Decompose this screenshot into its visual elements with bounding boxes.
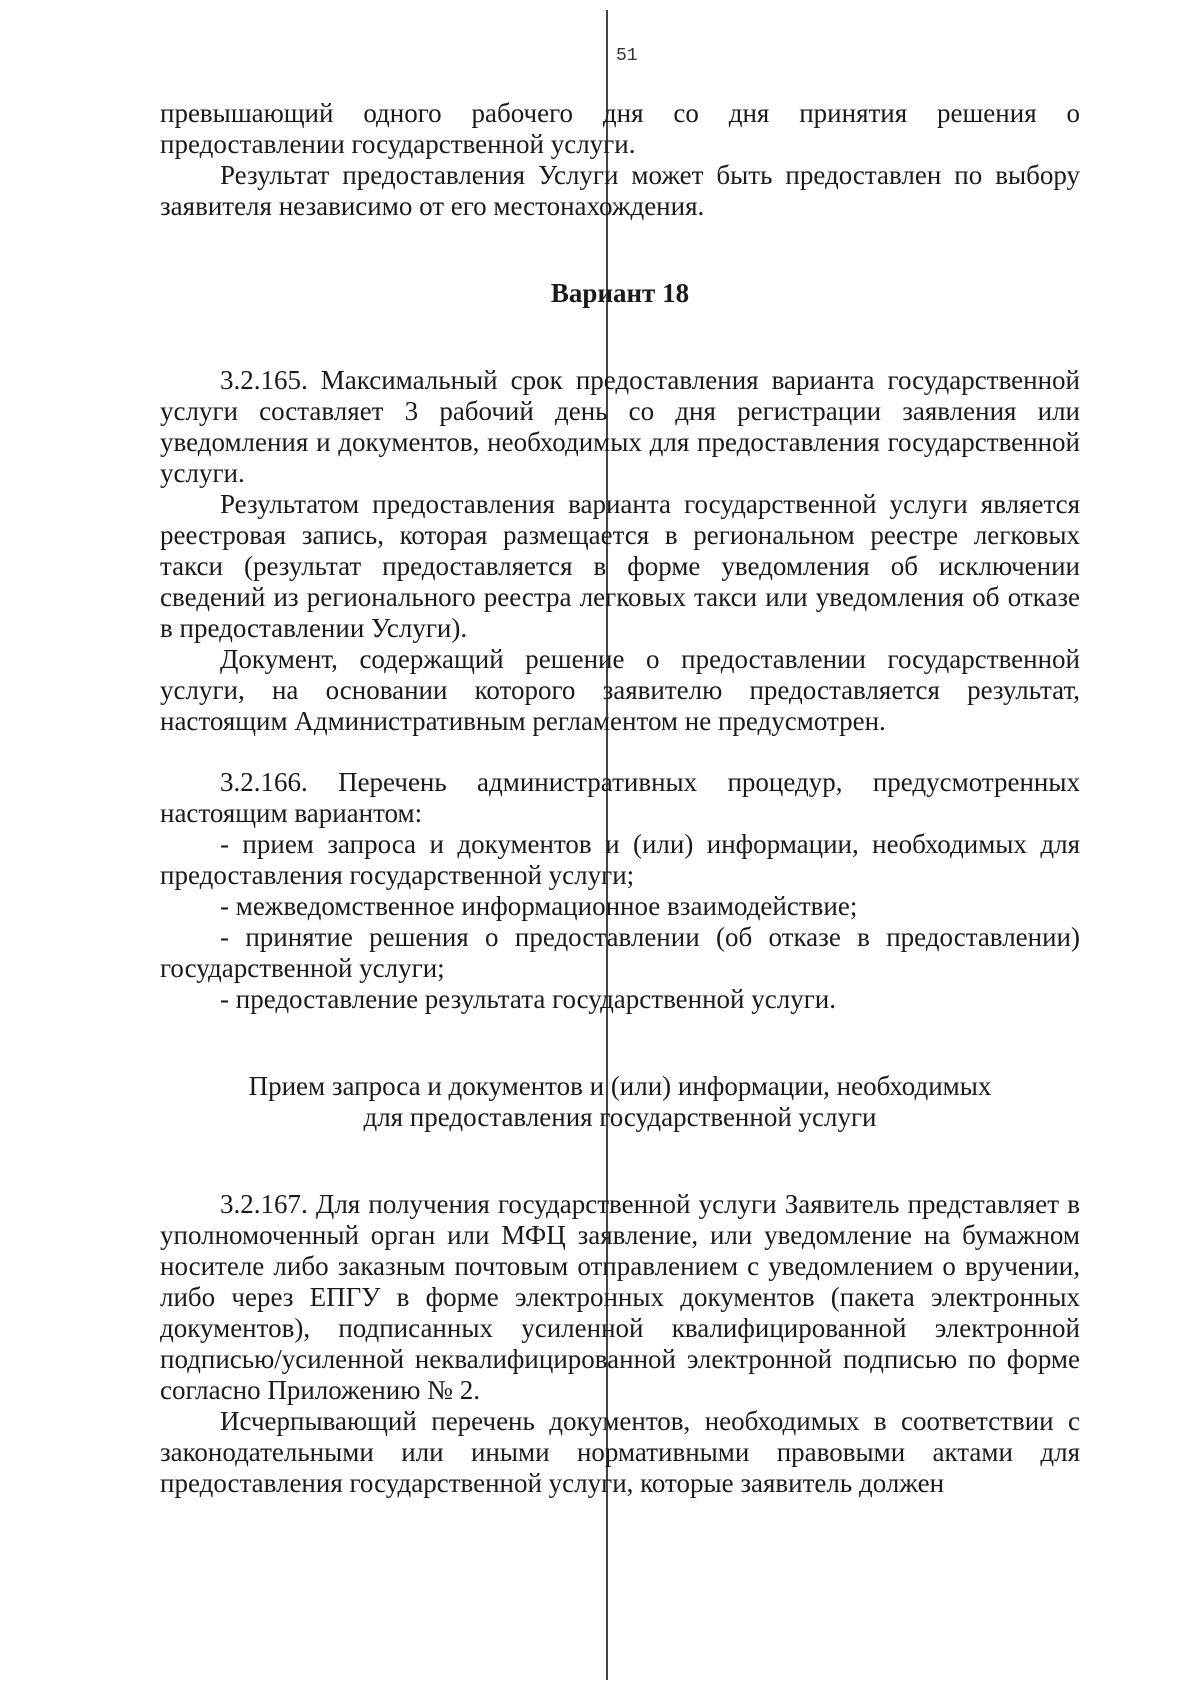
- page-number: 51: [616, 46, 638, 66]
- procedure-list-item: - принятие решения о предоставлении (об отказе в предоставлении) государственной услуги;: [160, 922, 1080, 983]
- paragraph-3-2-167: 3.2.167. Для получения государственной услуги Заявитель представляет в уполномоченный орган или МФЦ заявление, или уведомление на бумажном носителе либо заказным почтовым отправлением с уведомлением о вручении, либо через ЕПГУ в форме электронных документов (пакета электронных документов), подписанных усиленной квалифицированной электронной подписью/усиленной неквалифицированной электронной подписью по форме согласно Приложению № 2.: [160, 1189, 1080, 1405]
- procedure-list-item: - предоставление результата государственной услуги.: [220, 984, 836, 1014]
- paragraph-decision-document: Документ, содержащий решение о предоставлении государственной услуги, на основании которого заявителю предоставляется результат, настоящим Административным регламентом не предусмотрен.: [160, 644, 1080, 736]
- paragraph-continuation: превышающий одного рабочего дня со дня принятия решения о предоставлении государственной услуги.: [160, 98, 1080, 159]
- paragraph-result-delivery: Результат предоставления Услуги может быть предоставлен по выбору заявителя независимо от его местонахождения.: [160, 160, 1080, 221]
- procedure-list-item: - прием запроса и документов и (или) информации, необходимых для предоставления государственной услуги;: [160, 829, 1080, 890]
- paragraph-3-2-166: 3.2.166. Перечень административных процедур, предусмотренных настоящим вариантом:: [160, 767, 1080, 828]
- paragraph-documents-list: Исчерпывающий перечень документов, необходимых в соответствии с законодательными или иными нормативными правовыми актами для предоставления государственной услуги, которые заявитель должен: [160, 1406, 1080, 1498]
- procedure-list-item: - межведомственное информационное взаимодействие;: [220, 891, 858, 921]
- paragraph-result-registry: Результатом предоставления варианта государственной услуги является реестровая запись, которая размещается в региональном реестре легковых такси (результат предоставляется в форме уведомления об исключении сведений из регионального реестра легковых такси или уведомления об отказе в предоставлении Услуги).: [160, 489, 1080, 643]
- subsection-heading-line-2: для предоставления государственной услуги: [363, 1102, 877, 1132]
- document-body: [160, 98, 1080, 1499]
- section-heading-variant: Вариант 18: [550, 278, 690, 308]
- subsection-heading-line-1: Прием запроса и документов и (или) информации, необходимых: [248, 1071, 992, 1101]
- paragraph-3-2-165: 3.2.165. Максимальный срок предоставления варианта государственной услуги составляет 3 рабочий день со дня регистрации заявления или уведомления и документов, необходимых для предоставления государственной услуги.: [160, 365, 1080, 488]
